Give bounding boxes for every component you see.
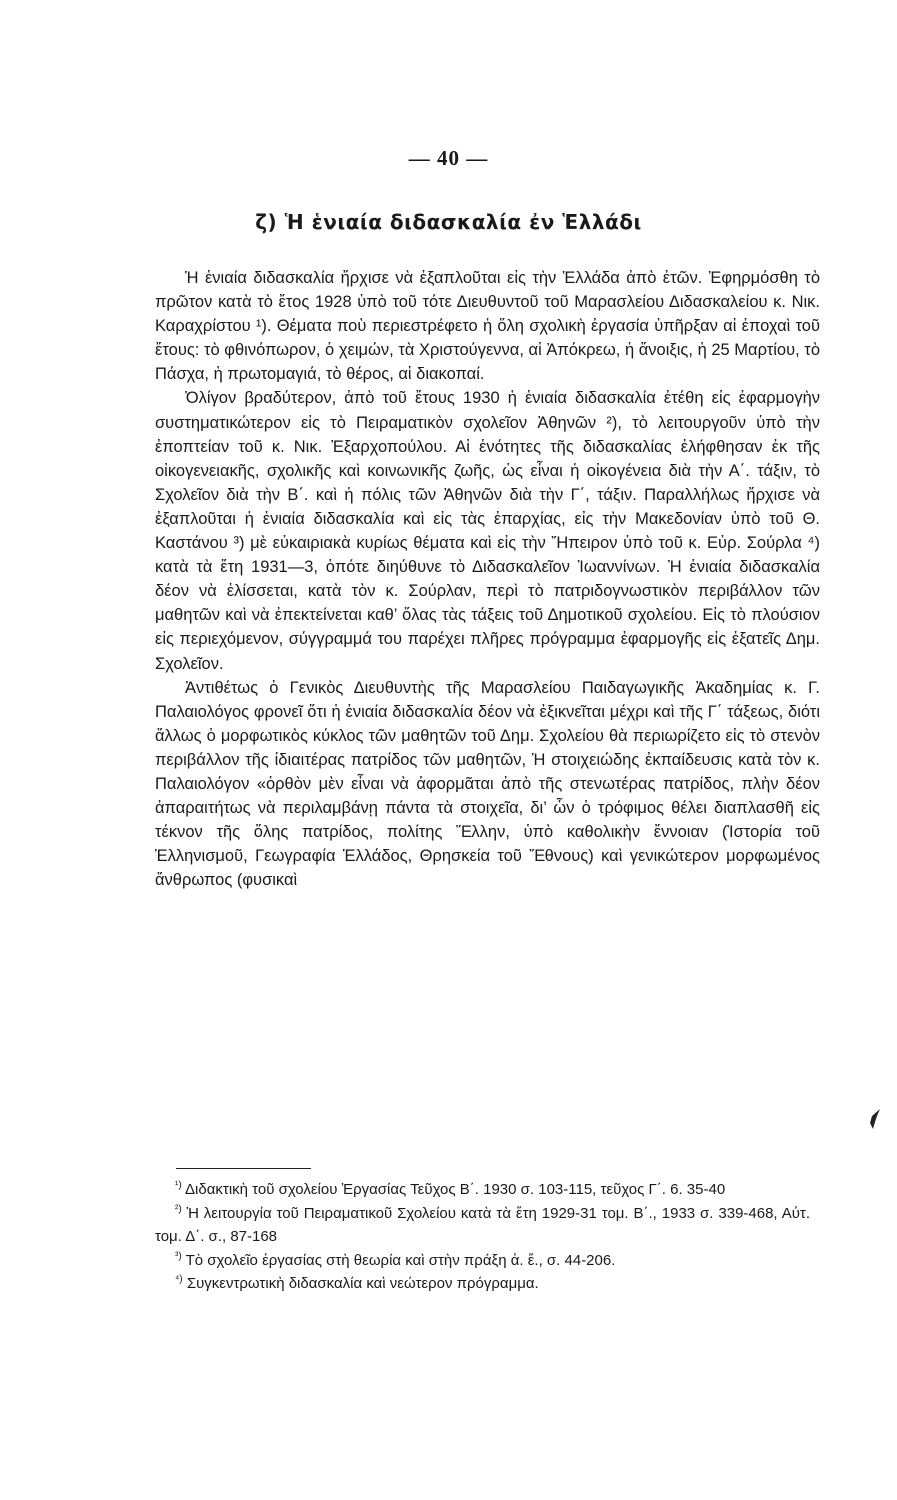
footnote <box>155 1202 810 1249</box>
footnote-mark: ²) <box>175 1203 182 1215</box>
ink-blot-mark <box>868 1108 882 1130</box>
footnote-text: Ἡ λειτουργία τοῦ Πειραματικοῦ Σχολείου κατὰ τὰ ἔτη 1929-31 τομ. Β΄., 1933 σ. 339-468, Αὐτ. τομ. Δ΄. σ., 87-168 <box>155 1204 810 1245</box>
footnote-mark: ⁴) <box>175 1274 183 1285</box>
body-text <box>155 266 820 892</box>
paragraph: Ἀντιθέτως ὁ Γενικὸς Διευθυντὴς τῆς Μαρασλείου Παιδαγωγικῆς Ἀκαδημίας κ. Γ. Παλαιολόγος φρονεῖ ὅτι ἡ ἑνιαία διδασκαλία δέον νὰ ἐξικνεῖται μέχρι καὶ τῆς Γ΄ τάξεως, διότι ἄλλως ὁ μορφωτικὸς κύκλος τῶν μαθητῶν τοῦ Δημ. Σχολείου θὰ περιωρίζετο εἰς τὸ στενὸν περιβάλλον τῆς ἰδιαιτέρας πατρίδος τῶν μαθητῶν, Ἡ στοιχειώδης ἐκπαίδευσις κατὰ τὸν κ. Παλαιολόγον «ὀρθὸν μὲν εἶναι νὰ ἀφορμᾶται ἀπὸ τῆς στενωτέρας πατρίδος, πλὴν δέον ἀπαραιτήτως νὰ περιλαμβάνῃ πάντα τὰ στοιχεῖα, δι’ ὧν ὁ τρόφιμος θέλει διαπλασθῆ εἰς τέκνον τῆς ὅλης πατρίδος, πολίτης Ἕλλην, ὑπὸ καθολικὴν ἔννοιαν (Ἱστορία τοῦ Ἑλληνισμοῦ, Γεωγραφία Ἑλλάδος, Θρησκεία τοῦ Ἔθνους) καὶ γενικώτερον μορφωμένος ἄνθρωπος (φυσικαὶ <box>155 678 820 890</box>
footnote-mark: ¹) <box>175 1180 182 1191</box>
page-number: — 40 — <box>408 146 489 170</box>
footnote-divider <box>176 1168 311 1169</box>
paragraph: Ἡ ἑνιαία διδασκαλία ἤρχισε νὰ ἐξαπλοῦται εἰς τὴν Ἑλλάδα ἀπὸ ἐτῶν. Ἐφηρμόσθη τὸ πρῶτον κατὰ τὸ ἔτος 1928 ὑπὸ τοῦ τότε Διευθυντοῦ τοῦ Μαρασλείου Διδασκαλείου κ. Νικ. Καραχρίστου ¹). Θέματα ποὺ περιεστρέφετο ἡ ὅλη σχολικὴ ἐργασία ὑπῆρξαν αἱ ἐποχαὶ τοῦ ἔτους: τὸ φθινόπωρον, ὁ χειμών, τὰ Χριστούγεννα, αἱ Ἀπόκρεω, ἡ ἄνοιξις, ἡ 25 Μαρτίου, τὸ Πάσχα, ἡ πρωτομαγιά, τὸ θέρος, αἱ διακοπαί. <box>155 269 820 384</box>
footnote-text: Διδακτικὴ τοῦ σχολείου Ἐργασίας Τεῦχος Β΄. 1930 σ. 103-115, τεῦχος Γ΄. 6. 35-40 <box>185 1181 726 1198</box>
footnote-mark: ³) <box>175 1250 182 1262</box>
footnote-text: Τὸ σχολεῖο ἐργασίας στὴ θεωρία καὶ στὴν πράξη ἀ. ἔ., σ. 44-206. <box>185 1251 616 1269</box>
footnote <box>155 1249 810 1273</box>
footnote <box>155 1178 810 1202</box>
footnote <box>155 1272 810 1296</box>
footnote-text: Συγκεντρωτικὴ διδασκαλία καὶ νεώτερον πρόγραμμα. <box>186 1275 539 1292</box>
section-title: ζ) Ἡ ἑνιαία διδασκαλία ἐν Ἑλλάδι <box>255 210 642 234</box>
footnotes <box>155 1178 810 1296</box>
paragraph: Ὀλίγον βραδύτερον, ἀπὸ τοῦ ἔτους 1930 ἡ ἑνιαία διδασκαλία ἐτέθη εἰς ἐφαρμογὴν συστηματικώτερον εἰς τὸ Πειραματικὸν σχολεῖον Ἀθηνῶν ²), τὸ λειτουργοῦν ὑπὸ τὴν ἐποπτείαν τοῦ κ. Νικ. Ἐξαρχοπούλου. Αἱ ἑνότητες τῆς διδασκαλίας ἐλήφθησαν ἐκ τῆς οἰκογενειακῆς, σχολικῆς καὶ κοινωνικῆς ζωῆς, ὡς εἶναι ἡ οἰκογένεια διὰ τὴν Α΄. τάξιν, τὸ Σχολεῖον διὰ τὴν Β΄. καὶ ἡ πόλις τῶν Ἀθηνῶν διὰ τὴν Γ΄, τάξιν. Παραλλήλως ἤρχισε νὰ ἐξαπλοῦται ἡ ἑνιαία διδασκαλία καὶ εἰς τὰς ἐπαρχίας, εἰς τὴν Μακεδονίαν ὑπὸ τοῦ Θ. Καστάνου ³) μὲ εὐκαιριακὰ κυρίως θέματα καὶ εἰς τὴν Ἤπειρον ὑπὸ τοῦ κ. Εὐρ. Σούρλα ⁴) κατὰ τὰ ἔτη 1931—3, ὁπότε διηύθυνε τὸ Διδασκαλεῖον Ἰωαννίνων. Ἡ ἑνιαία διδασκαλία δέον νὰ ἑλίσσεται, κατὰ τὸν κ. Σούρλαν, περὶ τὸ πατριδογνωστικὸν περιβάλλον τῶν μαθητῶν καὶ νὰ ἐπεκτείνεται καθ’ ὅλας τὰς τάξεις τοῦ Δημοτικοῦ σχολείου. Εἰς τὸ πλούσιον εἰς περιεχόμενον, σύγγραμμά του παρέχει πλῆρες πρόγραμμα ἐφαρμογῆς εἰς ἑξατεῖς Δημ. Σχολεῖον. <box>155 389 820 673</box>
